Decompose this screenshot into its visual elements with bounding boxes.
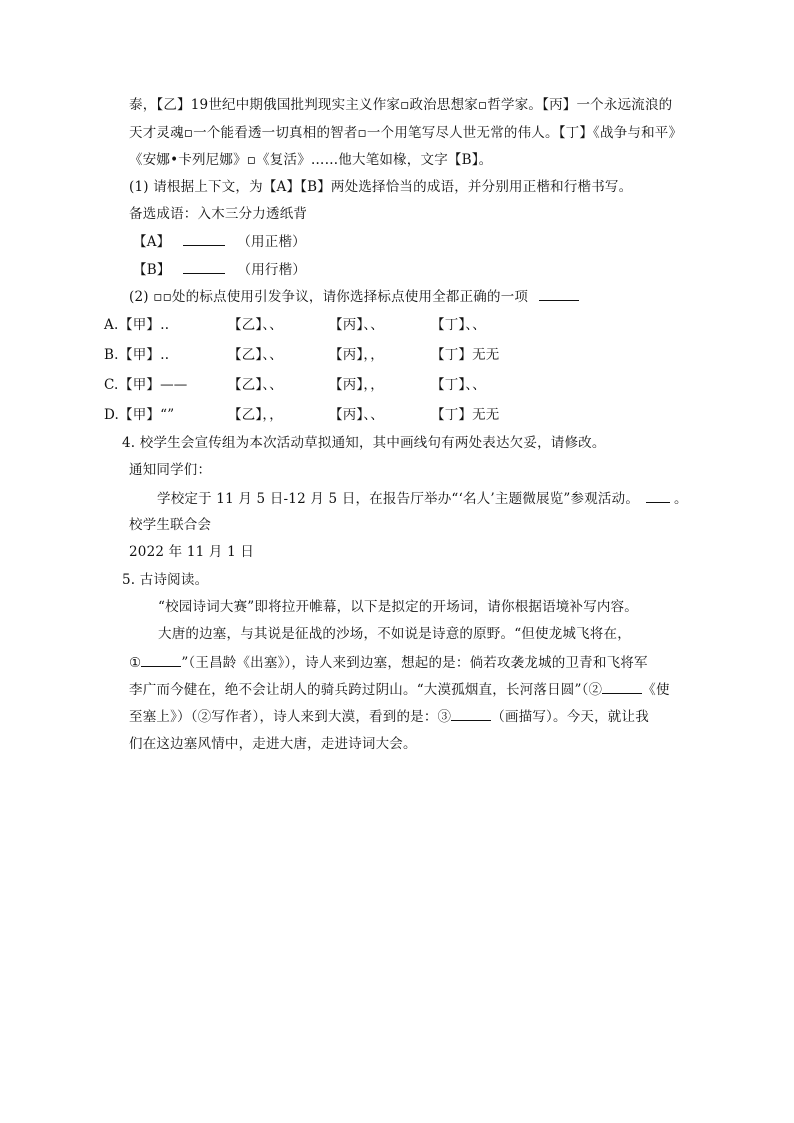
q1-blank-b-row	[133, 259, 306, 280]
notice-salutation: 通知同学们：	[129, 462, 212, 478]
notice-signature: 校学生联合会	[129, 517, 212, 533]
option-ding: 【丁】、、	[431, 377, 486, 393]
blank-b-answer[interactable]	[183, 259, 225, 274]
blank-2-answer[interactable]	[602, 679, 642, 694]
passage-line-3: 《安娜•卡列尼娜》▫《复活》……他大笔如椽，文字【B】。	[129, 152, 493, 168]
blank-a-answer[interactable]	[183, 231, 225, 246]
q5-intro: “校园诗词大赛”即将拉开帷幕，以下是拟定的开场词，请你根据语境补写内容。	[158, 599, 639, 615]
q2-prompt: (2) ▫▫处的标点使用引发争议，请你选择标点使用全都正确的一项	[129, 289, 529, 305]
option-ding: 【丁】无无	[431, 407, 500, 423]
option-bing: 【丙】、、	[329, 407, 384, 423]
q1-candidates: 备选成语：入木三分力透纸背	[129, 206, 308, 222]
q5-paragraph-line-5: 们在这边塞风情中，走进大唐，走进诗词大会。	[129, 736, 417, 752]
option-jia: 【甲】‥	[119, 347, 170, 363]
option-bing: 【丙】，，	[329, 377, 384, 393]
option-yi: 【乙】、、	[228, 317, 283, 333]
q5-line-4-text: 至塞上》）（②写作者），诗人来到大漠，看到的是：③	[129, 709, 452, 725]
passage-line-2: 天才灵魂▫一个能看透一切真相的智者▫一个用笔写尽人世无常的伟人。【丁】《战争与和平》	[129, 125, 683, 141]
q1-blank-a-row	[133, 231, 306, 252]
blank-b-hint: （用行楷）	[237, 262, 307, 278]
q5-line-2-text: ”（王昌龄《出塞》），诗人来到边塞，想起的是：倘若攻袭龙城的卫青和飞将军	[181, 655, 648, 671]
option-letter: A.	[104, 317, 119, 333]
option-yi: 【乙】、、	[228, 377, 283, 393]
option-bing: 【丙】、、	[329, 317, 384, 333]
option-jia: 【甲】——	[119, 377, 188, 393]
blank-a-hint: （用正楷）	[237, 234, 306, 250]
passage-line-1: 泰，【乙】19世纪中期俄国批判现实主义作家▫政治思想家▫哲学家。【丙】一个永远流浪的	[129, 97, 673, 113]
blank-1-marker: ①	[129, 655, 142, 671]
notice-body-row	[157, 488, 688, 509]
option-yi: 【乙】，，	[228, 407, 283, 423]
q5-line-4-end: （画描写）。今天，就让我	[491, 709, 649, 725]
q4-title: 4. 校学生会宣传组为本次活动草拟通知，其中画线句有两处表达欠妥，请修改。	[122, 435, 606, 451]
option-ding: 【丁】、、	[431, 317, 486, 333]
q5-line-3-text: 李广而今健在，绝不会让胡人的骑兵跨过阴山。“大漠孤烟直，长河落日圆”（②	[129, 682, 603, 698]
blank-a-label: 【A】	[133, 234, 171, 250]
option-letter: D.	[104, 407, 120, 423]
blank-1-answer[interactable]	[141, 652, 181, 667]
option-ding: 【丁】无无	[431, 347, 500, 363]
option-yi: 【乙】、、	[228, 347, 283, 363]
blank-b-label: 【B】	[133, 262, 171, 278]
notice-date: 2022 年 11 月 1 日	[129, 544, 255, 560]
q5-line-3-end: 《使	[642, 682, 670, 698]
notice-body: 学校定于 11 月 5 日-12 月 5 日，在报告厅举办“‘名人’主题微展览”参观活动。	[157, 491, 640, 507]
notice-underlined-sentence[interactable]	[646, 488, 670, 503]
option-bing: 【丙】，，	[329, 347, 384, 363]
option-letter: C.	[104, 377, 119, 393]
blank-3-answer[interactable]	[451, 706, 491, 721]
option-letter: B.	[104, 347, 119, 363]
q1-prompt: (1) 请根据上下文，为【A】【B】两处选择恰当的成语，并分别用正楷和行楷书写。	[129, 179, 633, 195]
option-jia: 【甲】“”	[119, 407, 175, 423]
q5-title: 5. 古诗阅读。	[122, 572, 209, 588]
notice-body-end: 。	[674, 491, 688, 507]
q2-prompt-row	[129, 286, 579, 307]
q5-paragraph-line-3	[129, 679, 670, 700]
q5-paragraph-line-4	[129, 706, 649, 727]
q5-paragraph-line-2	[129, 652, 648, 673]
option-jia: 【甲】‥	[119, 317, 170, 333]
q2-answer-blank[interactable]	[539, 286, 579, 301]
q5-paragraph-line-1: 大唐的边塞，与其说是征战的沙场，不如说是诗意的原野。“但使龙城飞将在，	[158, 626, 631, 642]
